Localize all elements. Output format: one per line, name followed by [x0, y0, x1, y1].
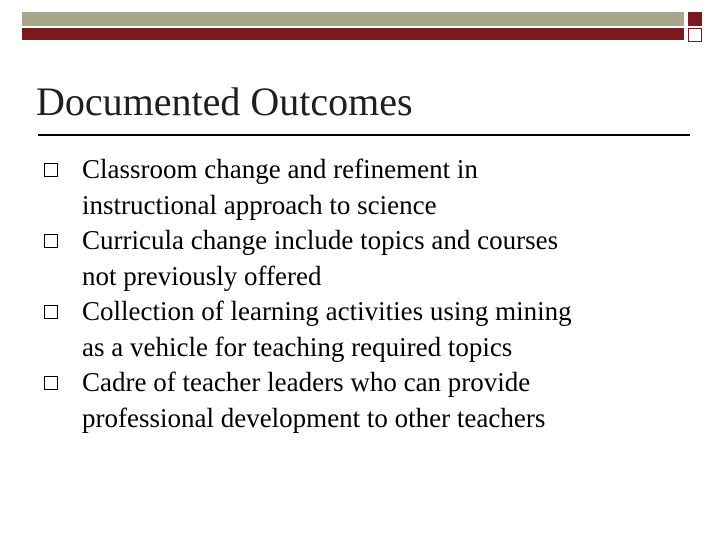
list-item [44, 152, 684, 223]
header-band-accent [22, 28, 684, 40]
bullet-line: Collection of learning activities using mining [82, 296, 572, 326]
corner-square-outline [688, 28, 702, 42]
bullet-line: Cadre of teacher leaders who can provide [82, 367, 531, 397]
square-bullet-icon [44, 163, 58, 177]
list-item [44, 294, 684, 365]
bullet-line: Curricula change include topics and courses [82, 225, 559, 255]
bullet-text [82, 152, 478, 223]
list-item [44, 223, 684, 294]
bullet-line: Classroom change and refinement in [82, 154, 478, 184]
bullet-line: not previously offered [82, 260, 322, 291]
bullet-text [82, 223, 558, 294]
corner-square-filled [688, 12, 702, 26]
square-bullet-icon [44, 234, 58, 248]
bullet-line: as a vehicle for teaching required topics [82, 331, 513, 362]
bullet-line: professional development to other teachers [82, 402, 546, 433]
square-bullet-icon [44, 376, 58, 390]
bullet-list [44, 152, 684, 436]
header-band-top [22, 12, 684, 26]
list-item [44, 365, 684, 436]
slide-title: Documented Outcomes [36, 79, 413, 124]
bullet-text [82, 365, 545, 436]
title-divider [38, 134, 690, 136]
bullet-text [82, 294, 572, 365]
square-bullet-icon [44, 305, 58, 319]
bullet-line: instructional approach to science [82, 189, 437, 220]
